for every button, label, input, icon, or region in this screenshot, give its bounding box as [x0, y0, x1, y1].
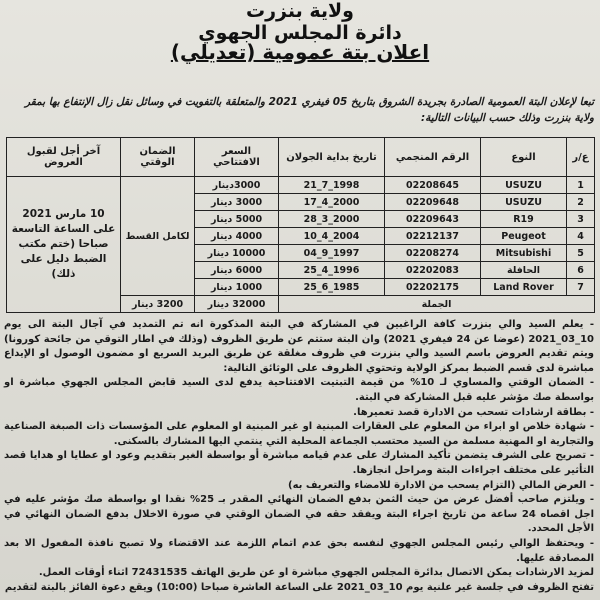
contact-note: لمزيد الارشادات يمكن الاتصال بدائرة المجلس الجهوي مباشرة او عن طريق الهاتف 72431535 اثناء أوقات العمل.	[38, 567, 594, 578]
cell-start-date: 25_6_1985	[279, 279, 385, 296]
cell-deadline: 10 مارس 2021 على الساعة التاسعة صباحا (ختم مكتب الضبط دليل على ذلك)	[7, 177, 121, 313]
cell-start-date: 28_3_2000	[279, 211, 385, 228]
total-price: 32000 دينار	[195, 296, 279, 313]
list-item: - الضمان الوقتي والمساوي لـ 10% من قيمة التبتيت الافتتاحية يدفع لدى السيد قابض المجلس الجهوي مباشرة او بواسطة صك مؤشر عليه قبل المشاركة في البتة.	[4, 377, 594, 403]
cell-opening-price: 3000 دينار	[195, 194, 279, 211]
table-header-row	[7, 138, 595, 177]
announcement-title: اعلان بتة عمومية (تعديلي)	[170, 40, 430, 64]
cell-opening-price: 4000 دينار	[195, 228, 279, 245]
intro-paragraph: تبعا لإعلان البتة العمومية الصادرة بجريدة الشروق بتاريخ 05 فيفري 2021 والمتعلقة بالتفويت في وسائل نقل زال الإنتفاع بها بمقر ولاية بنزرت وذلك حسب البيانات التالية:	[25, 96, 594, 124]
total-label: الجملة	[279, 296, 595, 313]
terms-list	[4, 318, 594, 566]
cell-start-date: 17_4_2000	[279, 194, 385, 211]
col-header-registration: الرقم المنجمي	[385, 138, 481, 177]
cell-start-date: 10_4_2004	[279, 228, 385, 245]
list-item: - بطاقة ارشادات تسحب من الادارة قصد تعميرها.	[353, 406, 594, 418]
cell-type: R19	[481, 211, 567, 228]
list-item: - ويحتفظ الوالي رئيس المجلس الجهوي لنفسه بحق عدم اتمام اللزمة عند الاقتضاء ولا تصبح نافذة المفعول الا بعد المصادقة عليها.	[4, 537, 594, 564]
cell-type: USUZU	[481, 194, 567, 211]
cell-opening-price: 10000 دينار	[195, 245, 279, 262]
cell-registration: 02209643	[385, 211, 481, 228]
cell-num: 5	[567, 245, 595, 262]
cell-num: 6	[567, 262, 595, 279]
cell-registration: 02208274	[385, 245, 481, 262]
cell-type: USUZU	[481, 177, 567, 194]
list-item: - ويلتزم صاحب أفضل عرض من حيث الثمن بدفع الضمان النهائي المقدر بـ 25% نقدا او بواسطة صك مؤشر عليه في اجل اقصاه 24 ساعة من تاريخ اجراء البتة ويفقد حقه في الضمان الوقتي في صورة الاخلال بدفع الضمان النهائي في الأجل المحدد.	[4, 494, 594, 535]
col-header-opening-price: السعر الافتتاحي	[195, 138, 279, 177]
cell-num: 7	[567, 279, 595, 296]
governorate-heading: ولاية بنزرت	[246, 0, 354, 22]
council-heading: دائرة المجلس الجهوي	[198, 22, 402, 44]
col-header-deadline: آخر أجل لقبول العروض	[7, 138, 121, 177]
cell-type: الحافلة	[481, 262, 567, 279]
cell-num: 2	[567, 194, 595, 211]
cell-type: Mitsubishi	[481, 245, 567, 262]
cell-num: 3	[567, 211, 595, 228]
cell-opening-price: 6000 دينار	[195, 262, 279, 279]
cell-opening-price: 3000دينار	[195, 177, 279, 194]
opening-session-note: تفتح الظروف في جلسة غير علنية يوم 10_03_2021 على الساعة العاشرة صباحا (10:00) ويقع دعوة الفائز بالبتة لتقديم	[4, 581, 594, 593]
col-header-num: ع/ر	[567, 138, 595, 177]
cell-guarantee: لكامل القسط	[121, 177, 195, 296]
footer-notes	[4, 566, 594, 595]
table-row	[7, 177, 595, 194]
col-header-start-date: تاريخ بداية الجولان	[279, 138, 385, 177]
col-header-guarantee: الضمان الوقتي	[121, 138, 195, 177]
cell-registration: 02202175	[385, 279, 481, 296]
total-guarantee: 3200 دينار	[121, 296, 195, 313]
cell-registration: 02212137	[385, 228, 481, 245]
cell-type: Peugeot	[481, 228, 567, 245]
cell-opening-price: 5000 دينار	[195, 211, 279, 228]
list-item: - تصريح على الشرف يتضمن تأكيد المشارك على عدم قيامه مباشرة أو بواسطة الغير بتقديم وعود او عطايا او هدايا قصد التأثير على مختلف اجراءات البتة ومراحل انجازها.	[4, 450, 594, 476]
list-item: - يعلم السيد والي بنزرت كافة الراغبين في المشاركة في البتة المذكورة انه تم التمديد في آجال البتة الى يوم 10_03_2021 (عوضا عن 24 فيفري 2021) وان البتة ستتم عن طريق الظروف (وذلك في اطار التوقي من جائحة كورونا) ويتم تقديم العروض باسم السيد والي بنزرت في ظروف مغلقة عن طريق البريد السريع او مضمون الوصول او الإيداع مباشرة لدى قسم الضبط بمركز الولاية وتحتوي الظروف على الوثائق التالية:	[4, 319, 594, 374]
cell-num: 4	[567, 228, 595, 245]
cell-type: Land Rover	[481, 279, 567, 296]
col-header-type: النوع	[481, 138, 567, 177]
cell-registration: 02202083	[385, 262, 481, 279]
cell-start-date: 04_9_1997	[279, 245, 385, 262]
cell-registration: 02208645	[385, 177, 481, 194]
cell-registration: 02209648	[385, 194, 481, 211]
cell-start-date: 21_7_1998	[279, 177, 385, 194]
cell-opening-price: 1000 دينار	[195, 279, 279, 296]
vehicles-table	[6, 137, 595, 313]
cell-num: 1	[567, 177, 595, 194]
list-item: - العرض المالي (التزام يسحب من الادارة للامضاء والتعريف به)	[288, 479, 594, 491]
list-item: - شهادة خلاص او ابراء من المعلوم على العقارات المبنية او غير المبنية او المعلوم على المؤسسات ذات الصبغة الصناعية والتجارية او المهنية مسلمة من السيد محتسب الجماعة المحلية التي ينتمي اليها المشارك بالسكنى.	[4, 421, 594, 447]
cell-start-date: 25_4_1996	[279, 262, 385, 279]
